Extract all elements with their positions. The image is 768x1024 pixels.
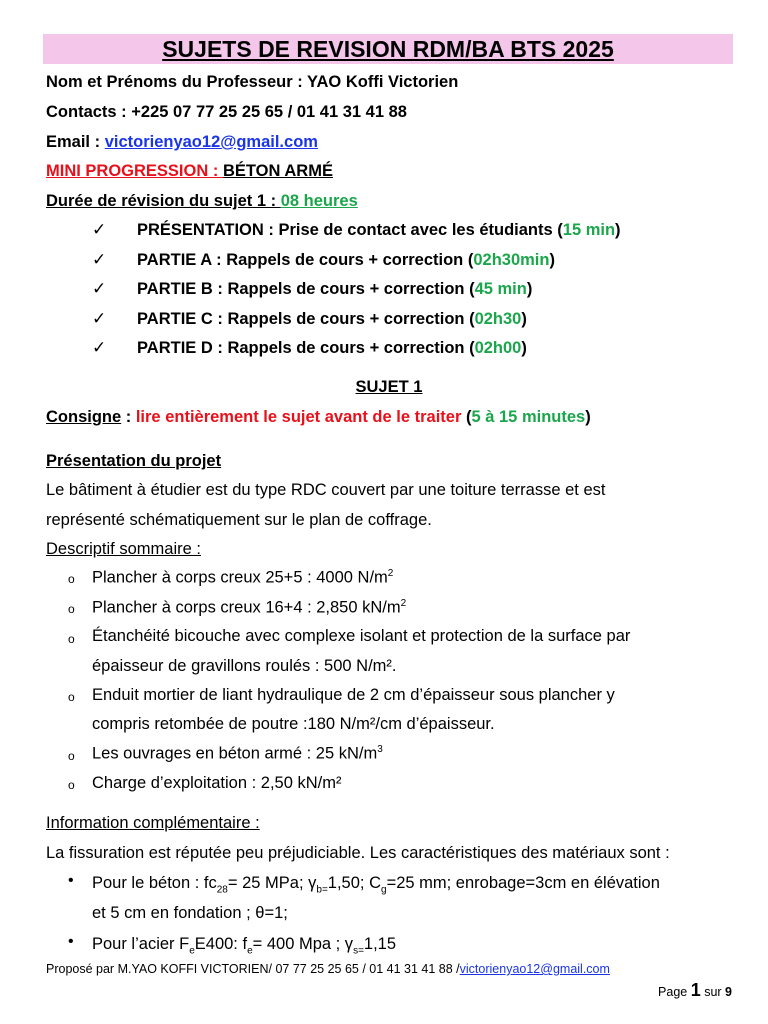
bullet-icon: • [68,933,74,950]
circle-bullet-icon: o [68,632,75,646]
info-text: La fissuration est réputée peu préjudiciable. Les caractéristiques des matériaux sont : [46,844,670,862]
part-item: PARTIE A : Rappels de cours + correction (02h30min) [137,251,555,269]
contacts-line: Contacts : +225 07 77 25 25 65 / 01 41 31 41 88 [46,103,407,121]
presentation-text: Le bâtiment à étudier est du type RDC couvert par une toiture terrasse et est [46,481,606,499]
part-item: PARTIE C : Rappels de cours + correction (02h30) [137,310,527,328]
part-item: PRÉSENTATION : Prise de contact avec les étudiants (15 min) [137,221,621,239]
footer: Proposé par M.YAO KOFFI VICTORIEN/ 07 77 25 25 65 / 01 41 31 41 88 /victorienyao12@gmail.com [46,962,610,976]
circle-bullet-icon: o [68,572,75,586]
footer-email-link[interactable]: victorienyao12@gmail.com [459,962,610,976]
part-item: PARTIE B : Rappels de cours + correction (45 min) [137,280,533,298]
check-icon: ✓ [92,309,107,328]
mini-progression: MINI PROGRESSION : BÉTON ARMÉ [46,162,333,180]
descriptif-item: Étanchéité bicouche avec complexe isolant et protection de la surface par [92,627,631,645]
document-title: SUJETS DE REVISION RDM/BA BTS 2025 [43,34,733,64]
professor-line: Nom et Prénoms du Professeur : YAO Koffi Victorien [46,73,459,91]
check-icon: ✓ [92,338,107,357]
descriptif-item-cont: compris retombée de poutre :180 N/m²/cm d’épaisseur. [92,715,495,733]
circle-bullet-icon: o [68,602,75,616]
duree-line: Durée de révision du sujet 1 : 08 heures [46,192,358,210]
sujet-heading: SUJET 1 [355,378,423,396]
presentation-text: représenté schématiquement sur le plan de coffrage. [46,511,432,529]
consigne-line: Consigne : lire entièrement le sujet avant de le traiter (5 à 15 minutes) [46,408,591,426]
circle-bullet-icon: o [68,690,75,704]
presentation-heading: Présentation du projet [46,452,222,470]
descriptif-item: Plancher à corps creux 25+5 : 4000 $N/m^2$ [92,568,394,587]
beton-item-cont: et 5 cm en fondation ; θ=1; [92,904,288,922]
check-icon: ✓ [92,279,107,298]
descriptif-heading: Descriptif sommaire : [46,540,201,558]
check-icon: ✓ [92,250,107,269]
descriptif-item: Enduit mortier de liant hydraulique de 2 cm d’épaisseur sous plancher y [92,686,615,704]
descriptif-item: Charge d’exploitation : 2,50 kN/m² [92,774,342,792]
descriptif-item-cont: épaisseur de gravillons roulés : 500 N/m². [92,657,397,675]
check-icon: ✓ [92,220,107,239]
page-number: Page 1 sur 9 [658,980,732,1000]
email-link[interactable]: victorienyao12@gmail.com [104,133,318,151]
circle-bullet-icon: o [68,749,75,763]
beton-item: Pour le béton : $fc_{28}= 25$ MPa; $\gamma_{b=}1,50$; $C_g=25$ mm; enrobage=3cm en élévation [92,874,660,896]
descriptif-item: Plancher à corps creux 16+4 : 2,850 $kN/m^2$ [92,598,407,617]
info-heading: Information complémentaire : [46,814,260,832]
email-line: Email : victorienyao12@gmail.com [46,133,318,151]
descriptif-item: Les ouvrages en béton armé : 25 $kN/m^3$ [92,744,383,763]
acier-item: Pour l’acier $F_eE400$: $f_e= 400$ Mpa ; $\gamma_{s=}1,15$ [92,935,397,957]
bullet-icon: • [68,872,74,889]
part-item: PARTIE D : Rappels de cours + correction (02h00) [137,339,527,357]
circle-bullet-icon: o [68,778,75,792]
